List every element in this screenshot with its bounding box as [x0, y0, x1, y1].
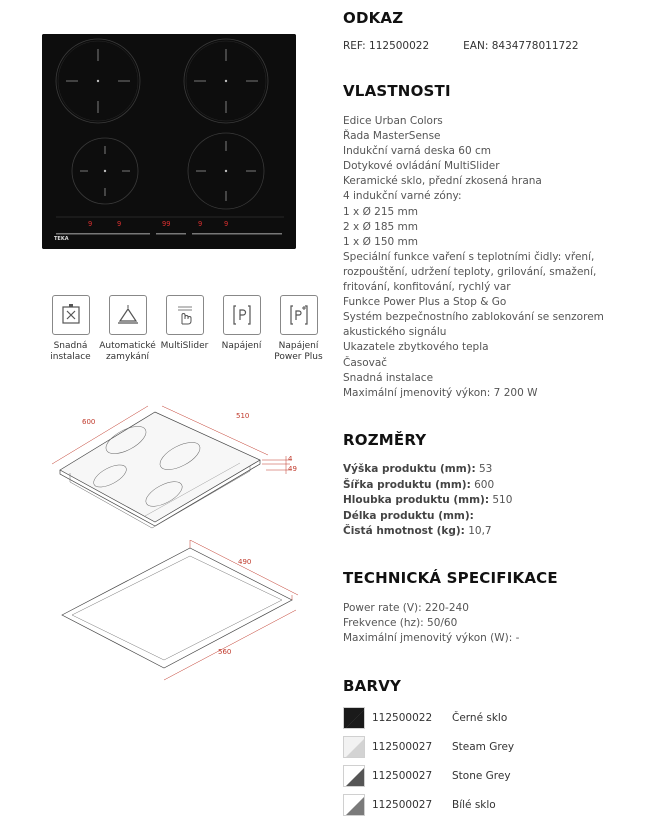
dimension-value: 510 [489, 494, 513, 507]
dim-h2: 49 [288, 465, 297, 473]
property-line: Keramické sklo, přední zkosená hrana [343, 175, 542, 188]
dimension-value: 53 [475, 463, 493, 475]
reference-heading: ODKAZ [343, 9, 404, 27]
color-name: Steam Grey [452, 741, 515, 753]
property-line: 4 indukční varné zóny: [343, 190, 462, 203]
color-swatch [343, 765, 365, 787]
product-image [42, 34, 296, 249]
dimensions-heading: ROZMĚRY [343, 431, 427, 449]
feature-power [213, 295, 270, 363]
feature-label: Automatické zamykání [99, 341, 156, 362]
color-ref: 112500027 [372, 799, 433, 811]
dimension-row [343, 493, 643, 509]
property-line: rozpouštění, udržení teploty, grilování, smažení, [343, 265, 597, 278]
dimension-label: Výška produktu (mm): [343, 463, 476, 475]
dim-h1: 4 [288, 455, 293, 463]
ean-number: EAN: 8434778011722 [463, 40, 579, 52]
color-ref: 112500027 [372, 741, 433, 753]
auto-lock-icon [109, 295, 147, 335]
property-line: Speciální funkce vaření s teplotními čidly: vření, [343, 250, 595, 263]
brand-logo: TEKA [54, 236, 69, 242]
power-plus-icon [280, 295, 318, 335]
technical-line: Power rate (V): 220-240 [343, 602, 469, 614]
feature-multislider [156, 295, 213, 363]
timer-digit: 9 [198, 220, 203, 228]
color-swatch [343, 707, 365, 729]
properties-heading: VLASTNOSTI [343, 82, 451, 100]
properties-list [343, 114, 643, 401]
dimensions-list [343, 462, 643, 540]
reference-row [343, 40, 579, 52]
property-line: Řada MasterSense [343, 130, 441, 143]
property-line: Edice Urban Colors [343, 115, 443, 127]
technical-line: Maximální jmenovitý výkon (W): - [343, 632, 520, 645]
color-option[interactable] [343, 736, 514, 758]
feature-label: Napájení [221, 341, 262, 351]
technical-list [343, 601, 643, 646]
feature-auto-lock [99, 295, 156, 363]
dimension-drawing-cutout [40, 540, 300, 695]
timer-digit: 99 [162, 220, 171, 228]
dimension-row [343, 478, 643, 494]
dimension-label: Šířka produktu (mm): [343, 478, 471, 491]
dim-width: 600 [82, 418, 96, 426]
color-swatch [343, 736, 365, 758]
dimension-row [343, 462, 643, 478]
dimension-label: Hloubka produktu (mm): [343, 494, 490, 507]
dimension-value: 10,7 [464, 525, 492, 538]
colors-heading: BARVY [343, 677, 402, 695]
timer-digit: 9 [224, 220, 229, 228]
cooktop-illustration [42, 34, 296, 249]
feature-label: MultiSlider [160, 341, 209, 351]
property-line: fritování, konfitování, rychlý var [343, 281, 511, 294]
property-line: 1 x Ø 150 mm [343, 235, 419, 248]
property-line: Ukazatele zbytkového tepla [343, 341, 489, 354]
dimension-row [343, 524, 643, 540]
color-option[interactable] [343, 765, 511, 787]
dimension-drawing-hob [40, 398, 300, 538]
property-line: akustického signálu [343, 326, 447, 339]
color-ref: 112500022 [372, 712, 433, 724]
property-line: 1 x Ø 215 mm [343, 205, 419, 218]
property-line: Maximální jmenovitý výkon: 7 200 W [343, 386, 538, 399]
timer-digit: 9 [117, 220, 122, 228]
ref-number: REF: 112500022 [343, 40, 430, 52]
property-line: Časovač [343, 356, 388, 369]
color-option[interactable] [343, 707, 507, 729]
dim-cutout-depth: 490 [238, 558, 252, 566]
multislider-icon [166, 295, 204, 335]
property-line: Funkce Power Plus a Stop & Go [343, 296, 507, 309]
dimension-row [343, 509, 643, 525]
feature-label: Napájení Power Plus [274, 341, 323, 362]
property-line: Indukční varná deska 60 cm [343, 145, 492, 158]
technical-line: Frekvence (hz): 50/60 [343, 617, 458, 630]
easy-install-icon [52, 295, 90, 335]
dim-cutout-width: 560 [218, 648, 232, 656]
property-line: Snadná instalace [343, 371, 434, 384]
color-swatch [343, 794, 365, 816]
power-icon [223, 295, 261, 335]
color-name: Stone Grey [452, 770, 511, 782]
dimension-label: Čistá hmotnost (kg): [343, 525, 465, 538]
dimension-value: 600 [470, 478, 495, 491]
color-ref: 112500027 [372, 770, 433, 782]
feature-power-plus [270, 295, 327, 363]
dimension-label: Délka produktu (mm): [343, 509, 474, 522]
color-name: Černé sklo [452, 712, 508, 724]
color-option[interactable] [343, 794, 496, 816]
feature-label: Snadná instalace [50, 341, 91, 362]
feature-icons [42, 295, 332, 363]
property-line: 2 x Ø 185 mm [343, 220, 419, 233]
technical-heading: TECHNICKÁ SPECIFIKACE [343, 569, 558, 587]
color-name: Bílé sklo [452, 799, 496, 811]
property-line: Dotykové ovládání MultiSlider [343, 160, 500, 173]
dim-depth: 510 [236, 412, 250, 420]
timer-digit: 9 [88, 220, 93, 228]
feature-easy-install [42, 295, 99, 363]
property-line: Systém bezpečnostního zablokování se senzorem [343, 311, 604, 324]
